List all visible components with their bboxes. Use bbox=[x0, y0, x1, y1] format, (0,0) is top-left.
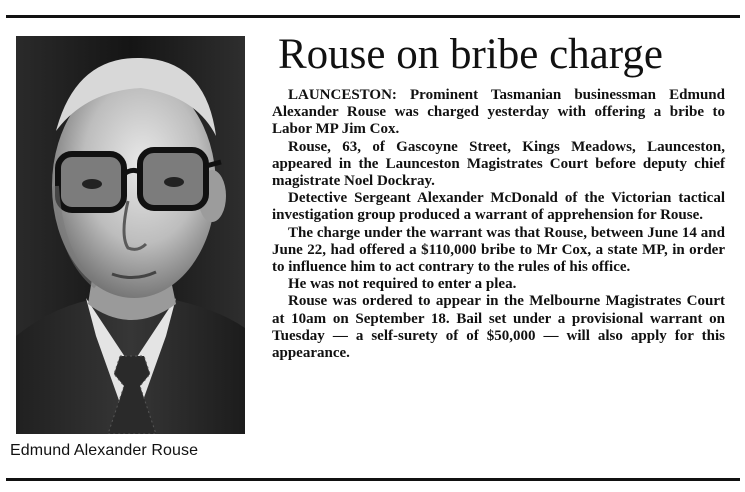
article-paragraph: Rouse, 63, of Gascoyne Street, Kings Meadows, Launceston, appeared in the Launceston Magistrates Court before deputy chief magistrate Noel Dockray. bbox=[272, 138, 725, 190]
bottom-rule bbox=[6, 478, 740, 481]
article-paragraph: Rouse was ordered to appear in the Melbourne Magistrates Court at 10am on September 18. Bail set under a provisional warrant on Tuesday — a self-surety of of $50,000 — will also apply for this appearance. bbox=[272, 293, 725, 362]
article-paragraph: Detective Sergeant Alexander McDonald of the Victorian tactical investigation group produced a warrant of apprehension for Rouse. bbox=[272, 190, 725, 224]
portrait-photo bbox=[16, 36, 245, 434]
headline: Rouse on bribe charge bbox=[278, 31, 663, 78]
article-paragraph: The charge under the warrant was that Rouse, between June 14 and June 22, had offered a $110,000 bribe to Mr Cox, a state MP, in order to influence him to act contrary to the rules of his office. bbox=[272, 224, 725, 276]
article-paragraph: LAUNCESTON: Prominent Tasmanian businessman Edmund Alexander Rouse was charged yesterday with offering a bribe to Labor MP Jim Cox. bbox=[272, 87, 725, 138]
top-rule bbox=[6, 15, 740, 18]
photo-caption: Edmund Alexander Rouse bbox=[10, 442, 199, 459]
article-body bbox=[272, 87, 725, 362]
article-paragraph: He was not required to enter a plea. bbox=[288, 276, 517, 293]
